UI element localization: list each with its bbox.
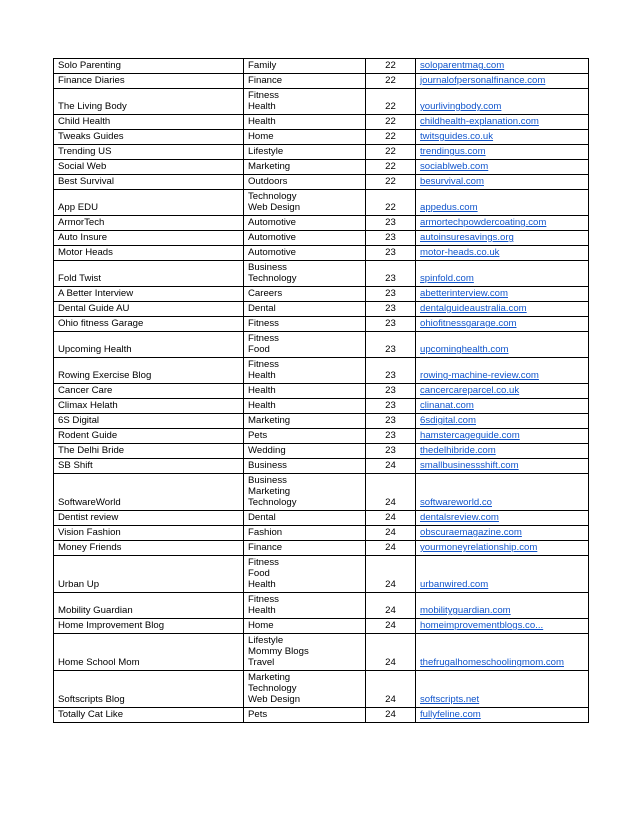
score-cell: 23 [366, 444, 416, 459]
table-row [54, 59, 589, 74]
category-cell: Fitness Health [244, 89, 366, 115]
url-cell [416, 593, 589, 619]
score-cell: 23 [366, 317, 416, 332]
url-cell [416, 619, 589, 634]
site-name-cell: Home School Mom [54, 634, 244, 671]
category-cell: Business Marketing Technology [244, 474, 366, 511]
score-cell: 23 [366, 261, 416, 287]
table-row [54, 246, 589, 261]
url-cell [416, 358, 589, 384]
table-row [54, 89, 589, 115]
table-row [54, 384, 589, 399]
table-row [54, 175, 589, 190]
site-name-cell: Rodent Guide [54, 429, 244, 444]
site-name-cell: The Delhi Bride [54, 444, 244, 459]
table-row [54, 332, 589, 358]
score-cell: 24 [366, 511, 416, 526]
site-link[interactable]: yourmoneyrelationship.com [420, 542, 538, 553]
score-cell: 22 [366, 115, 416, 130]
category-cell: Home [244, 619, 366, 634]
score-cell: 23 [366, 231, 416, 246]
category-cell: Marketing [244, 160, 366, 175]
sites-table-body [54, 59, 589, 723]
score-cell: 22 [366, 145, 416, 160]
site-link[interactable]: thedelhibride.com [420, 445, 496, 456]
category-cell: Pets [244, 708, 366, 723]
table-row [54, 74, 589, 89]
category-cell: Health [244, 115, 366, 130]
category-cell: Pets [244, 429, 366, 444]
score-cell: 23 [366, 429, 416, 444]
site-link[interactable]: dentalguideaustralia.com [420, 303, 527, 314]
site-link[interactable]: fullyfeline.com [420, 709, 481, 720]
site-link[interactable]: thefrugalhomeschoolingmom.com [420, 657, 564, 668]
category-cell: Business Technology [244, 261, 366, 287]
category-cell: Fashion [244, 526, 366, 541]
score-cell: 22 [366, 160, 416, 175]
category-cell: Fitness Health [244, 593, 366, 619]
url-cell [416, 399, 589, 414]
site-link[interactable]: rowing-machine-review.com [420, 370, 539, 381]
site-name-cell: Rowing Exercise Blog [54, 358, 244, 384]
url-cell [416, 526, 589, 541]
table-row [54, 399, 589, 414]
url-cell [416, 429, 589, 444]
score-cell: 23 [366, 399, 416, 414]
score-cell: 24 [366, 708, 416, 723]
site-name-cell: Upcoming Health [54, 332, 244, 358]
score-cell: 23 [366, 302, 416, 317]
score-cell: 23 [366, 332, 416, 358]
url-cell [416, 671, 589, 708]
site-name-cell: Softscripts Blog [54, 671, 244, 708]
site-link[interactable]: soloparentmag.com [420, 60, 505, 71]
site-name-cell: SB Shift [54, 459, 244, 474]
url-cell [416, 541, 589, 556]
score-cell: 22 [366, 175, 416, 190]
site-name-cell: Dentist review [54, 511, 244, 526]
site-link[interactable]: homeimprovementblogs.co... [420, 620, 544, 631]
table-row [54, 671, 589, 708]
site-link[interactable]: ohiofitnessgarage.com [420, 318, 517, 329]
score-cell: 24 [366, 526, 416, 541]
site-name-cell: Finance Diaries [54, 74, 244, 89]
url-cell [416, 556, 589, 593]
site-link[interactable]: motor-heads.co.uk [420, 247, 500, 258]
table-row [54, 130, 589, 145]
category-cell: Lifestyle [244, 145, 366, 160]
score-cell: 23 [366, 384, 416, 399]
site-name-cell: Home Improvement Blog [54, 619, 244, 634]
category-cell: Outdoors [244, 175, 366, 190]
category-cell: Family [244, 59, 366, 74]
url-cell [416, 190, 589, 216]
table-row [54, 231, 589, 246]
category-cell: Home [244, 130, 366, 145]
score-cell: 22 [366, 74, 416, 89]
site-name-cell: 6S Digital [54, 414, 244, 429]
site-name-cell: Dental Guide AU [54, 302, 244, 317]
site-link[interactable]: softwareworld.co [420, 497, 492, 508]
site-name-cell: Mobility Guardian [54, 593, 244, 619]
url-cell [416, 130, 589, 145]
table-row [54, 317, 589, 332]
table-row [54, 429, 589, 444]
site-name-cell: Climax Helath [54, 399, 244, 414]
table-row [54, 414, 589, 429]
table-row [54, 708, 589, 723]
url-cell [416, 115, 589, 130]
score-cell: 24 [366, 474, 416, 511]
site-link[interactable]: smallbusinessshift.com [420, 460, 519, 471]
score-cell: 24 [366, 541, 416, 556]
score-cell: 23 [366, 358, 416, 384]
score-cell: 23 [366, 216, 416, 231]
site-name-cell: A Better Interview [54, 287, 244, 302]
table-row [54, 459, 589, 474]
site-link[interactable]: dentalsreview.com [420, 512, 499, 523]
table-row [54, 556, 589, 593]
table-row [54, 302, 589, 317]
category-cell: Dental [244, 511, 366, 526]
url-cell [416, 317, 589, 332]
site-link[interactable]: obscuraemagazine.com [420, 527, 522, 538]
url-cell [416, 511, 589, 526]
category-cell: Automotive [244, 246, 366, 261]
site-link[interactable]: softscripts.net [420, 694, 480, 705]
url-cell [416, 231, 589, 246]
url-cell [416, 216, 589, 231]
site-link[interactable]: journalofpersonalfinance.com [420, 75, 546, 86]
url-cell [416, 74, 589, 89]
site-name-cell: Cancer Care [54, 384, 244, 399]
site-link[interactable]: childhealth-explanation.com [420, 116, 539, 127]
table-row [54, 526, 589, 541]
table-row [54, 634, 589, 671]
score-cell: 24 [366, 459, 416, 474]
table-row [54, 474, 589, 511]
table-row [54, 190, 589, 216]
site-name-cell: Money Friends [54, 541, 244, 556]
site-link[interactable]: abetterinterview.com [420, 288, 508, 299]
table-row [54, 593, 589, 619]
site-link[interactable]: urbanwired.com [420, 579, 489, 590]
category-cell: Careers [244, 287, 366, 302]
site-name-cell: Tweaks Guides [54, 130, 244, 145]
site-link[interactable]: 6sdigital.com [420, 415, 476, 426]
site-name-cell: Social Web [54, 160, 244, 175]
url-cell [416, 59, 589, 74]
score-cell: 23 [366, 246, 416, 261]
category-cell: Marketing Technology Web Design [244, 671, 366, 708]
url-cell [416, 261, 589, 287]
site-name-cell: The Living Body [54, 89, 244, 115]
site-name-cell: Motor Heads [54, 246, 244, 261]
category-cell: Fitness Food [244, 332, 366, 358]
table-row [54, 261, 589, 287]
category-cell: Finance [244, 74, 366, 89]
site-link[interactable]: clinanat.com [420, 400, 474, 411]
url-cell [416, 175, 589, 190]
url-cell [416, 302, 589, 317]
site-name-cell: Vision Fashion [54, 526, 244, 541]
site-link[interactable]: armortechpowdercoating.com [420, 217, 547, 228]
score-cell: 24 [366, 593, 416, 619]
site-name-cell: SoftwareWorld [54, 474, 244, 511]
url-cell [416, 459, 589, 474]
sites-table [53, 58, 589, 723]
site-link[interactable]: mobilityguardian.com [420, 605, 511, 616]
table-row [54, 216, 589, 231]
category-cell: Technology Web Design [244, 190, 366, 216]
table-row [54, 287, 589, 302]
url-cell [416, 634, 589, 671]
url-cell [416, 287, 589, 302]
table-row [54, 619, 589, 634]
url-cell [416, 332, 589, 358]
score-cell: 24 [366, 619, 416, 634]
score-cell: 23 [366, 414, 416, 429]
url-cell [416, 160, 589, 175]
table-row [54, 444, 589, 459]
site-link[interactable]: sociablweb.com [420, 161, 489, 172]
url-cell [416, 474, 589, 511]
site-link[interactable]: upcominghealth.com [420, 344, 509, 355]
table-row [54, 358, 589, 384]
site-link[interactable]: trendingus.com [420, 146, 486, 157]
score-cell: 24 [366, 556, 416, 593]
site-link[interactable]: spinfold.com [420, 273, 474, 284]
category-cell: Health [244, 399, 366, 414]
url-cell [416, 89, 589, 115]
category-cell: Automotive [244, 216, 366, 231]
category-cell: Marketing [244, 414, 366, 429]
url-cell [416, 246, 589, 261]
category-cell: Fitness [244, 317, 366, 332]
url-cell [416, 444, 589, 459]
score-cell: 22 [366, 190, 416, 216]
site-link[interactable]: appedus.com [420, 202, 478, 213]
score-cell: 22 [366, 89, 416, 115]
site-name-cell: Auto Insure [54, 231, 244, 246]
site-link[interactable]: yourlivingbody.com [420, 101, 502, 112]
url-cell [416, 384, 589, 399]
score-cell: 23 [366, 287, 416, 302]
table-row [54, 145, 589, 160]
url-cell [416, 145, 589, 160]
score-cell: 22 [366, 130, 416, 145]
category-cell: Finance [244, 541, 366, 556]
site-link[interactable]: cancercareparcel.co.uk [420, 385, 520, 396]
site-link[interactable]: hamstercageguide.com [420, 430, 520, 441]
site-name-cell: Trending US [54, 145, 244, 160]
category-cell: Wedding [244, 444, 366, 459]
site-name-cell: Best Survival [54, 175, 244, 190]
category-cell: Business [244, 459, 366, 474]
table-row [54, 541, 589, 556]
url-cell [416, 708, 589, 723]
site-name-cell: Solo Parenting [54, 59, 244, 74]
table-row [54, 115, 589, 130]
score-cell: 22 [366, 59, 416, 74]
score-cell: 24 [366, 634, 416, 671]
site-name-cell: Child Health [54, 115, 244, 130]
site-name-cell: Urban Up [54, 556, 244, 593]
category-cell: Health [244, 384, 366, 399]
table-row [54, 160, 589, 175]
site-name-cell: Fold Twist [54, 261, 244, 287]
score-cell: 24 [366, 671, 416, 708]
site-name-cell: App EDU [54, 190, 244, 216]
category-cell: Fitness Health [244, 358, 366, 384]
site-name-cell: ArmorTech [54, 216, 244, 231]
table-row [54, 511, 589, 526]
site-link[interactable]: besurvival.com [420, 176, 484, 187]
url-cell [416, 414, 589, 429]
site-name-cell: Totally Cat Like [54, 708, 244, 723]
site-link[interactable]: twitsguides.co.uk [420, 131, 494, 142]
category-cell: Fitness Food Health [244, 556, 366, 593]
site-name-cell: Ohio fitness Garage [54, 317, 244, 332]
category-cell: Automotive [244, 231, 366, 246]
category-cell: Lifestyle Mommy Blogs Travel [244, 634, 366, 671]
category-cell: Dental [244, 302, 366, 317]
site-link[interactable]: autoinsuresavings.org [420, 232, 514, 243]
